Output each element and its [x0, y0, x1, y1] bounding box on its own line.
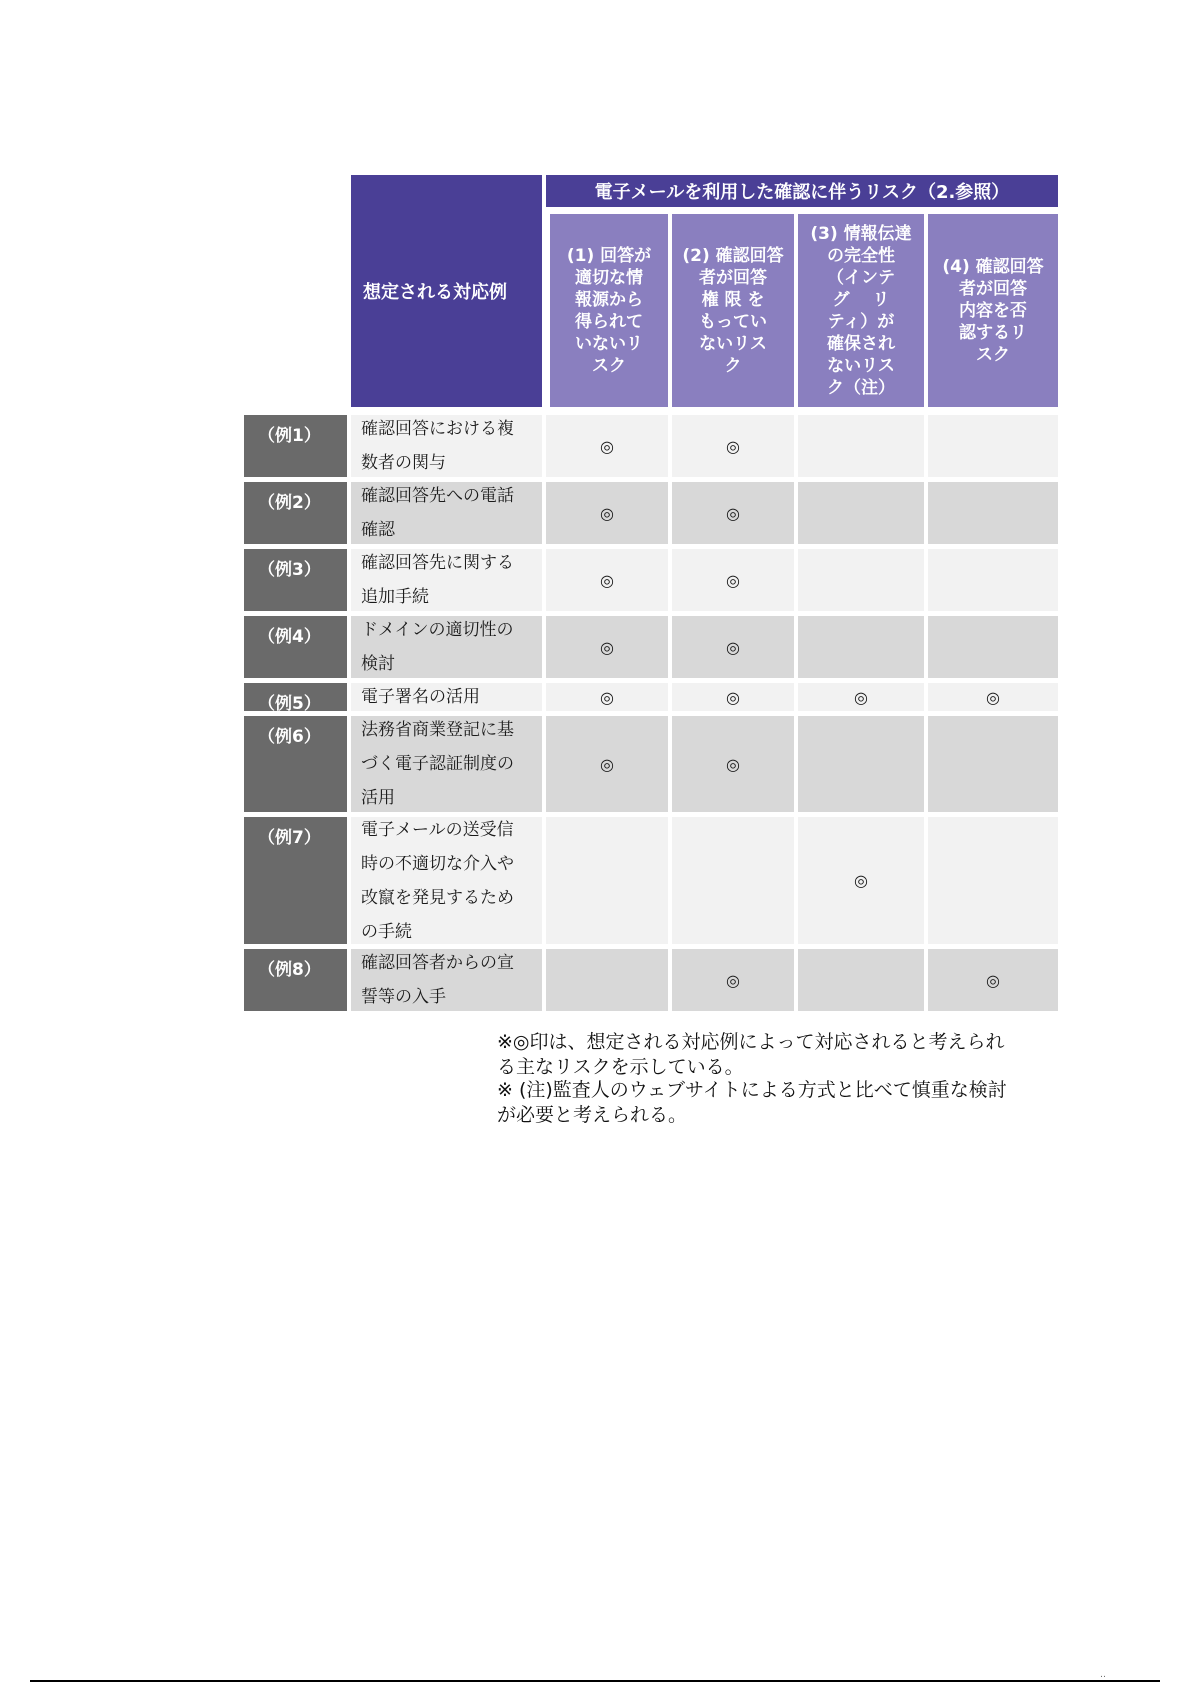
risk-4-mark-cell: ◎ [928, 683, 1058, 711]
risk-4-mark-cell [928, 716, 1058, 812]
risk-2-mark-cell [672, 817, 794, 944]
risk-1-mark-cell: ◎ [546, 616, 668, 678]
risk-1-mark-cell: ◎ [546, 683, 668, 711]
risk-4-mark-cell: ◎ [928, 949, 1058, 1011]
risk-3-mark-cell [798, 716, 924, 812]
risk-3-mark-cell [798, 616, 924, 678]
example-label: （例6） [244, 716, 347, 812]
example-description: 確認回答における複 数者の関与 [351, 415, 542, 477]
example-label: （例8） [244, 949, 347, 1011]
example-label: （例3） [244, 549, 347, 611]
footer-rule [30, 1680, 1160, 1682]
risk-2-mark-cell: ◎ [672, 549, 794, 611]
risk-3-mark-cell [798, 549, 924, 611]
risk-1-header: (1) 回答が 適切な情 報源から 得られて いないリ スク [550, 214, 668, 407]
footer-mark: ‥ [1100, 1670, 1107, 1680]
risk-1-mark-cell: ◎ [546, 549, 668, 611]
note-symbol-explanation: ※◎印は、想定される対応例によって対応されると考えられ る主なリスクを示している。 [497, 1031, 1005, 1078]
risk-3-mark-cell [798, 949, 924, 1011]
example-description: 電子メールの送受信 時の不適切な介入や 改竄を発見するため の手続 [351, 817, 542, 944]
risk-2-mark-cell: ◎ [672, 482, 794, 544]
risk-4-mark-cell [928, 415, 1058, 477]
risk-1-mark-cell [546, 949, 668, 1011]
example-description: 法務省商業登記に基 づく電子認証制度の 活用 [351, 716, 542, 812]
example-description: ドメインの適切性の 検討 [351, 616, 542, 678]
risk-3-mark-cell: ◎ [798, 683, 924, 711]
risk-2-mark-cell: ◎ [672, 716, 794, 812]
risk-1-mark-cell: ◎ [546, 415, 668, 477]
risk-4-mark-cell [928, 482, 1058, 544]
risk-4-mark-cell [928, 549, 1058, 611]
example-label: （例4） [244, 616, 347, 678]
risk-2-mark-cell: ◎ [672, 683, 794, 711]
risk-3-header: (3) 情報伝達 の完全性 （インテ グ リ ティ）が 確保され ないリス ク（注） [798, 214, 924, 407]
example-description: 確認回答先に関する 追加手続 [351, 549, 542, 611]
risk-4-header: (4) 確認回答 者が回答 内容を否 認するリ スク [928, 214, 1058, 407]
risk-2-mark-cell: ◎ [672, 415, 794, 477]
example-label: （例7） [244, 817, 347, 944]
example-description: 確認回答先への電話 確認 [351, 482, 542, 544]
risk-2-mark-cell: ◎ [672, 616, 794, 678]
response-example-header: 想定される対応例 [351, 175, 542, 407]
example-label: （例2） [244, 482, 347, 544]
risk-3-mark-cell: ◎ [798, 817, 924, 944]
risk-3-mark-cell [798, 482, 924, 544]
example-label: （例1） [244, 415, 347, 477]
note-caution: ※ (注)監査人のウェブサイトによる方式と比べて慎重な検討 が必要と考えられる。 [497, 1079, 1007, 1126]
risk-main-header: 電子メールを利用した確認に伴うリスク（2.参照） [546, 175, 1058, 207]
risk-2-header: (2) 確認回答 者が回答 権 限 を もってい ないリス ク [672, 214, 794, 407]
example-description: 電子署名の活用 [351, 683, 542, 711]
risk-2-mark-cell: ◎ [672, 949, 794, 1011]
risk-4-mark-cell [928, 616, 1058, 678]
risk-3-mark-cell [798, 415, 924, 477]
risk-1-mark-cell: ◎ [546, 482, 668, 544]
risk-4-mark-cell [928, 817, 1058, 944]
risk-1-mark-cell: ◎ [546, 716, 668, 812]
risk-1-mark-cell [546, 817, 668, 944]
example-description: 確認回答者からの宣 誓等の入手 [351, 949, 542, 1011]
example-label: （例5） [244, 683, 347, 711]
